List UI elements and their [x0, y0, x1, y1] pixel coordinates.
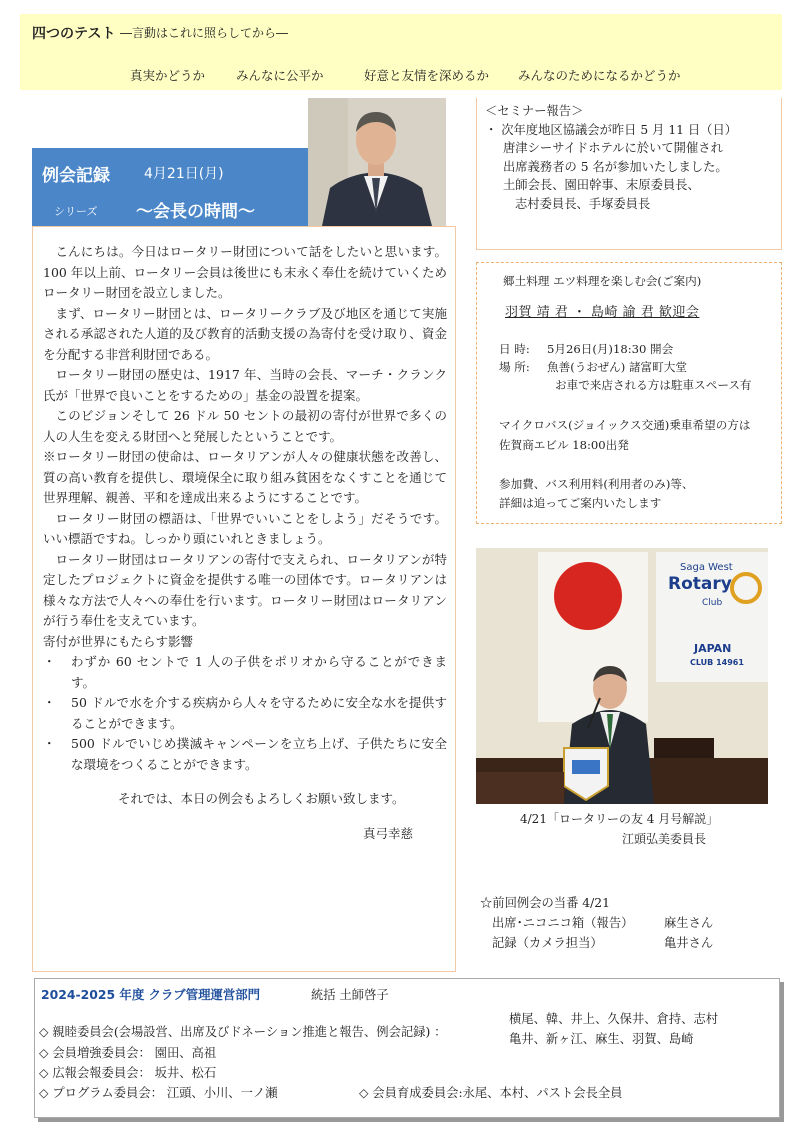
article-body — [43, 242, 447, 844]
bullet-text: 500 ドルでいじめ撲滅キャンペーンを立ち上げ、子供たちに安全な環境をつくることができます。 — [71, 736, 447, 772]
closing-line: それでは、本日の例会もよろしくお願い致します。 — [118, 791, 405, 806]
article-paragraph: まず、ロータリー財団とは、ロータリークラブ及び地区を通じて実施される承認された人道的及び教育的活動支援の為寄付を受け取り、資金を分配する非営利財団である。 — [43, 305, 447, 362]
seminar-body — [485, 102, 777, 214]
test-item: 好意と友情を深めるか — [364, 68, 490, 83]
invite-parking-note: お車で来店される方は駐車スペース有 — [555, 378, 752, 392]
article-paragraph: このビジョンそして 26 ドル 50 セントの最初の寄付が世界で多くの人の人生を変える財団へと発展したということです。 — [43, 408, 447, 444]
seminar-line: 志村委員長、手塚委員長 — [515, 196, 651, 211]
bullet-mark: ・ — [43, 654, 56, 669]
test-item: みんなのためになるかどうか — [518, 68, 681, 83]
impact-bullet — [43, 652, 447, 693]
meeting-record-header — [32, 148, 308, 226]
record-series-label: シリーズ — [54, 205, 98, 218]
committee-development: ◇ 会員育成委員会:永尾、本村、パスト会長全員 — [359, 1086, 623, 1100]
seminar-report — [476, 98, 782, 250]
invite-date-label: 日 時: — [499, 342, 530, 356]
duty-label: 記録（カメラ担当） — [492, 936, 603, 950]
record-date: 4月21日(月) — [144, 166, 224, 182]
mission-paragraph: ※ロータリー財団の使命は、ロータリアンが人々の健康状態を改善し、質の高い教育を提供し、環境保全に取り組み貧困をなくすことを通じて世界理解、親善、平和を達成出来るようにすることです。 — [43, 449, 447, 505]
impact-bullet — [43, 734, 447, 775]
invite-date-value: 5月26日(月)18:30 開会 — [547, 342, 674, 356]
signature: 真弓幸慈 — [362, 825, 413, 841]
bullet-mark: ・ — [43, 736, 56, 751]
banner-text: Rotary — [668, 574, 732, 594]
invite-title: 郷土料理 エツ料理を楽しむ会(ご案内) — [503, 274, 702, 288]
article-paragraph: ロータリー財団はロータリアンの寄付で支えられ、ロータリアンが特定したプロジェクトに資金を提供する唯一の団体です。ロータリアンは様々な方法で人々への奉仕を行います。ロータリー財団はロータリアンが行う奉仕を支えています。 — [43, 551, 447, 628]
test-item: みんなに公平か — [236, 68, 324, 83]
duty-name: 麻生さん — [664, 916, 714, 930]
invite-place-label: 場 所: — [499, 360, 530, 374]
duty-name: 亀井さん — [664, 936, 714, 950]
seminar-heading: ＜セミナー報告＞ — [485, 104, 584, 118]
bullet-text: わずか 60 セントで 1 人の子供をポリオから守ることができます。 — [71, 654, 447, 690]
committee-friendship: ◇ 親睦委員会(会場設営、出席及びドネーション推進と報告、例会記録) ： — [39, 1025, 447, 1039]
invite-guests: 羽賀 靖 君 ・ 島崎 諭 君 歓迎会 — [505, 305, 700, 320]
committee-program: ◇ プログラム委員会： 江頭、小川、一ノ瀬 — [39, 1086, 278, 1100]
invite-place-value: 魚善(うおぜん) 諸富町大堂 — [547, 360, 687, 374]
seminar-line: 土師会長、園田幹事、末原委員長、 — [503, 178, 700, 193]
banner-text: CLUB 14961 — [690, 658, 744, 667]
banner-subtitle: ―言動はこれに照らしてから― — [120, 26, 289, 40]
committee-members: 亀井、新ヶ江、麻生、羽賀、島崎 — [509, 1032, 694, 1046]
article-paragraph: ロータリー財団の歴史は、1917 年、当時の会長、マーチ・クランク氏が「世界で良いことをするための」基金の設置を提案。 — [43, 367, 447, 403]
banner-text: Club — [702, 598, 723, 608]
duty-label: 出席･ニコニコ箱（報告） — [492, 916, 634, 930]
seminar-line: ・ 次年度地区協議会が昨日 5 月 11 日（日） — [485, 122, 738, 137]
article-paragraph: こんにちは。今日はロータリー財団について話をしたいと思います。100 年以上前、ロータリー会員は後世にも末永く奉仕を続けていくためロータリー財団を設立しました。 — [43, 244, 447, 300]
invite-fee-line: 詳細は追ってご案内いたします — [499, 496, 662, 510]
committee-membership: ◇ 会員増強委員会： 園田、高祖 — [39, 1046, 217, 1060]
bullet-text: 50 ドルで水を介する疾病から人々を守るために安全な水を提供することができます。 — [71, 695, 447, 731]
seminar-line: 唐津シーサイドホテルに於いて開催され — [503, 141, 723, 156]
banner-text: Saga West — [680, 562, 733, 573]
welcome-party-invitation — [476, 262, 782, 524]
president-portrait — [308, 98, 446, 226]
bullet-mark: ・ — [43, 695, 56, 710]
record-title: 例会記録 — [42, 166, 110, 186]
chair-time-title: ～会長の時間～ — [136, 202, 255, 222]
invite-bus-line: 佐賀商エビル 18:00出発 — [499, 438, 629, 452]
article-paragraph: ロータリー財団の標語は、「世界でいいことをしよう」だそうです。いい標語ですね。しっかり頭にいれときましょう。 — [43, 510, 447, 546]
four-way-test-banner — [20, 14, 782, 90]
photo-caption-name: 江頭弘美委員長 — [622, 832, 707, 846]
impact-bullet — [43, 693, 447, 734]
president-message-article — [32, 226, 456, 972]
speaker-photo — [476, 548, 768, 804]
committee-members: 横尾、韓、井上、久保井、倉持、志村 — [509, 1012, 719, 1026]
duty-heading: ☆前回例会の当番 4/21 — [480, 896, 610, 910]
photo-caption: 4/21「ロータリーの友 4 月号解説」 — [520, 812, 719, 826]
seminar-line: 出席義務者の 5 名が参加いたしました。 — [503, 159, 728, 174]
banner-title: 四つのテスト — [32, 26, 116, 42]
test-item: 真実かどうか — [130, 68, 206, 83]
banner-text: JAPAN — [694, 642, 732, 655]
committee-box — [34, 978, 780, 1118]
committee-heading: 2024-2025 年度 クラブ管理運営部門 — [41, 987, 261, 1002]
committee-pr: ◇ 広報会報委員会： 坂井、松石 — [39, 1066, 217, 1080]
committee-supervisor: 統括 土師啓子 — [311, 988, 389, 1002]
impact-heading: 寄付が世界にもたらす影響 — [43, 633, 194, 649]
invite-bus-line: マイクロバス(ジョイックス交通)乗車希望の方は — [499, 418, 751, 432]
invite-fee-line: 参加費、バス利用料(利用者のみ)等、 — [499, 477, 694, 491]
